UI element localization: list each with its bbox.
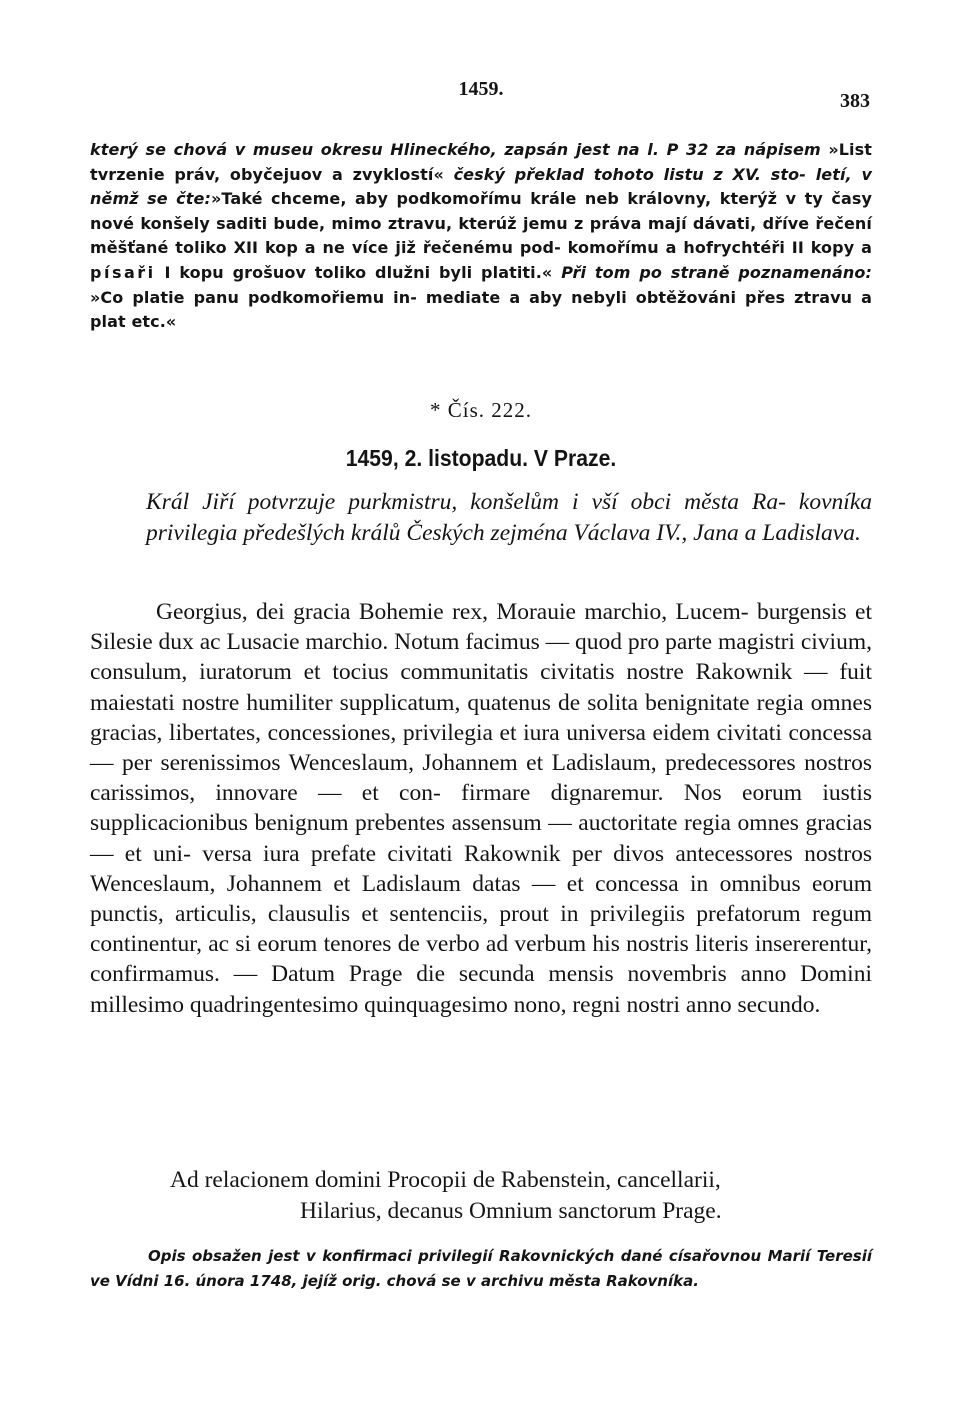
source-note: Opis obsažen jest v konfirmaci privilegií Rakovnických dané císařovnou Marií Teresií ve Vídni 16. února 1748, jejíž orig. chová se v archivu města Rakovníka.	[90, 1247, 872, 1290]
regest-summary: Král Jiří potvrzuje purkmistru, konšelům i vší obci města Ra- kovníka privilegia předešlých králů Českých zejména Václava IV., Jana a Ladislava.	[146, 489, 872, 546]
charter-paragraph: Georgius, dei gracia Bohemie rex, Morauie marchio, Lucem- burgensis et Silesie dux ac Lusacie marchio. Notum facimus — quod pro parte magistri civium, consulum, iuratorum et tocius communitatis civitatis nostre Rakownik — fuit maiestati nostre humiliter supplicatum, quatenus de solita benignitate regia omnes gracias, libertates, concessiones, privilegia et iura universa eidem civitati concessa — per serenissimos Wenceslaum, Johannem et Ladislaum, predecessores nostros carissimos, innovare — et con- firmare dignaremur. Nos eorum iustis supplicacionibus benignum prebentes assensum — auctoritate regia omnes gracias — et uni- versa iura prefate civitati Rakownik per divos antecessores nostros Wenceslaum, Johannem et Ladislaum datas — et concessa in omnibus eorum punctis, articulis, clausulis et sentenciis, prout in privilegiis prefatorum regum continentur, ac si eorum tenores de verbo ad verbum his nostris literis insererentur, confirmamus. — Datum Prage die secunda mensis novembris anno Domini millesimo quadringentesimo quinquagesimo nono, regni nostri anno secundo.	[90, 599, 872, 1018]
page-header	[90, 78, 872, 112]
note-text-italic: Při tom po straně poznamenáno:	[561, 262, 872, 282]
relatio-line: Ad relacionem domini Procopii de Rabenstein, cancellarii,	[170, 1167, 721, 1193]
running-head-year: 1459.	[458, 78, 504, 100]
note-czech-quote: »Také chceme, aby podkomořímu krále neb královny, kterýž v ty časy nové konšely saditi bude, mimo ztravu, kterúž jemu z práva mají dávati, dříve řečení měšťané toliko XII kop a ne více již řečenému pod- komořímu a hofrychtéři II kopy a	[90, 189, 872, 258]
note-spaced-word: písaři	[90, 262, 156, 282]
relatio-line: Hilarius, decanus Omnium sanctorum Prage.	[300, 1197, 722, 1224]
note-text-italic: který se chová v museu okresu Hlineckého, zapsán jest na l. P 32 za nápisem	[90, 140, 821, 159]
note-margin-quote: »Co platie panu podkomořiemu in- mediate a aby nebyli obtěžováni přes ztravu a plat etc.«	[90, 287, 872, 332]
document-date-place: 1459, 2. listopadu. V Praze.	[345, 445, 617, 471]
note-czech-quote-end: I kopu grošuov toliko dlužni byli platiti.«	[164, 262, 553, 282]
page-number: 383	[840, 90, 870, 112]
relatio-note	[90, 1165, 872, 1226]
note-text-italic: český překlad tohoto listu z XV. sto- letí, v němž se čte:	[90, 164, 872, 209]
charter-text	[90, 597, 872, 1020]
note-title-quote: »List tvrzenie práv, obyčejuov a zvyklostí«	[90, 140, 873, 184]
preceding-note	[90, 138, 872, 335]
document-number: * Čís. 222.	[429, 398, 532, 422]
